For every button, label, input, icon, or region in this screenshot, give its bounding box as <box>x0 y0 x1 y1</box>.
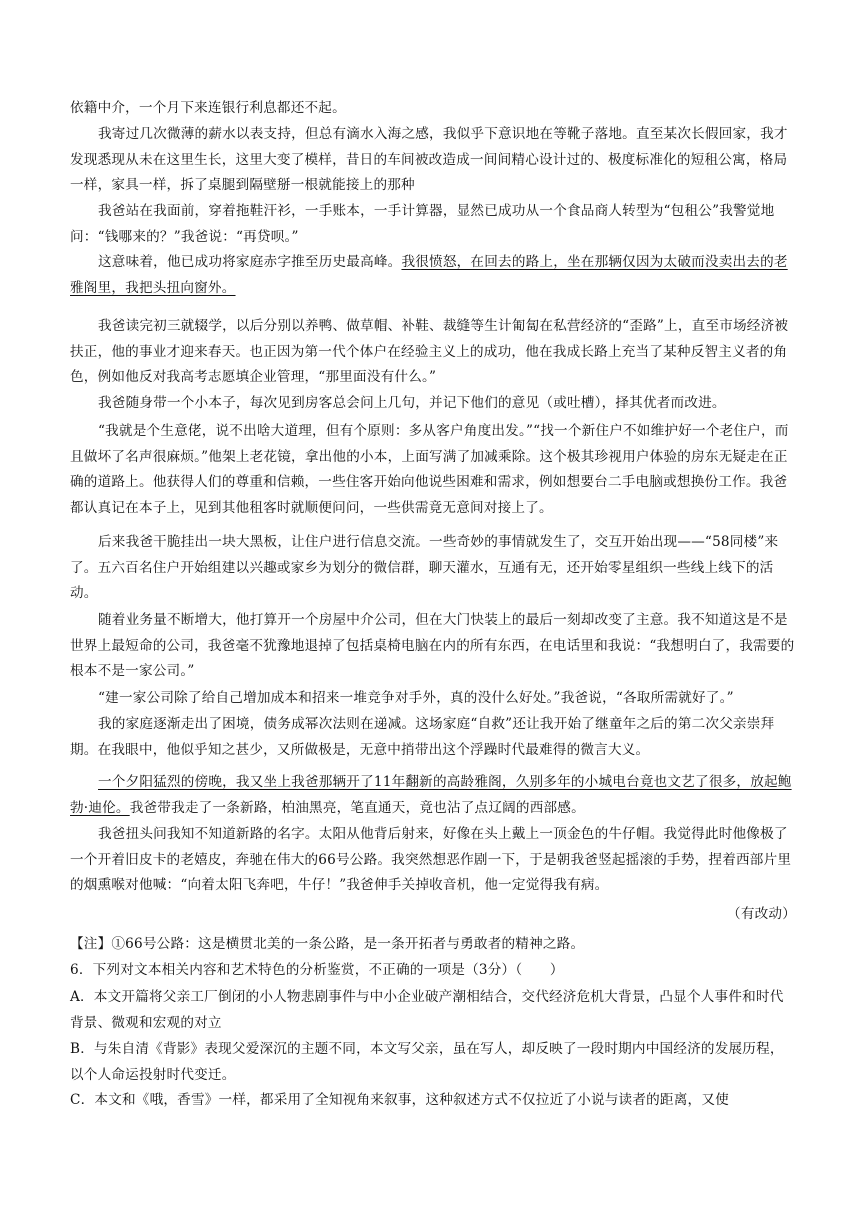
paragraph-0: 依籍中介，一个月下来连银行利息都还不起。 <box>70 100 346 116</box>
footnote: 【注】①66号公路：这是横贯北美的一条公路，是一条开拓者与勇敢者的精神之路。 <box>70 936 585 952</box>
paragraph-7: 后来我爸干脆挂出一块大黑板，让住户进行信息交流。一些奇妙的事情就发生了，交互开始出现——“58同楼”来了。五六百名住户开始组建以兴趣或家乡为划分的微信群，聊天灌水，互通有无，还开始零星组织一些线上线下的活动。 <box>70 534 779 601</box>
paragraph-6: “我就是个生意佬，说不出啥大道理，但有个原则：多从客户角度出发。”“找一个新住户不如维护好一个老住户，而且做坏了名声很麻烦。”他架上老花镜，拿出他的小本，上面写满了加减乘除。这个极其珍视用户体验的房东无疑走在正确的道路上。他获得人们的尊重和信赖，一些住客开始向他说些困难和需求，例如想要台二手电脑或想换份工作。我爸都认真记在本子上，见到其他租客时就顺便问问，一些供需竟无意间对接上了。 <box>70 423 789 516</box>
paragraph-3-text: 这意味着，他已成功将家庭赤字推至历史最高峰。 <box>98 254 402 270</box>
option-a: A．本文开篇将父亲工厂倒闭的小人物悲剧事件与中小企业破产潮相结合，交代经济危机大背景，凸显个人事件和时代背景、微观和宏观的对立 <box>70 989 784 1031</box>
paragraph-8: 随着业务量不断增大，他打算开一个房屋中介公司，但在大门快装上的最后一刻却改变了主意。我不知道这是不是世界上最短命的公司，我爸毫不犹豫地退掉了包括桌椅电脑在内的所有东西，在电话里和我说：“我想明白了，我需要的根本不是一家公司。” <box>70 612 795 679</box>
option-b: B．与朱自清《背影》表现父爱深沉的主题不同，本文写父亲，虽在写人，却反映了一段时期内中国经济的发展历程，以个人命运投射时代变迁。 <box>70 1041 784 1083</box>
paragraph-10: 我的家庭逐渐走出了困境，债务成幂次法则在递减。这场家庭“自救”还让我开始了继童年之后的第二次父亲崇拜期。在我眼中，他似乎知之甚少，又所做极是，无意中捎带出这个浮躁时代最难得的微言大义。 <box>70 716 775 758</box>
paragraph-1: 我寄过几次微薄的薪水以表支持，但总有滴水入海之感，我似乎下意识地在等靴子落地。直至某次长假回家，我才发现悉现从未在这里生长，这里大变了模样，昔日的车间被改造成一间间精心设计过的、极度标准化的短租公寓，格局一样，家具一样，拆了桌腿到隔壁掰一根就能接上的那种 <box>70 126 788 193</box>
underlined-sentence-1: 我很愤怒，在回去的路上，坐在那辆仅因为太破而没卖出去的老雅阁里，我把头扭向窗外。 <box>70 254 788 296</box>
paragraph-11 <box>70 770 796 821</box>
paragraph-11-text: 我爸带我走了一条新路，柏油黑亮，笔直通天，竟也沾了点辽阔的西部感。 <box>129 799 585 816</box>
underlined-sentence-2: 一个夕阳猛烈的傍晚，我又坐上我爸那辆开了11年翻新的高龄雅阁，久别多年的小城电台竟也文艺了很多，放起鲍勃·迪伦。 <box>70 774 792 816</box>
paragraph-12: 我爸扭头问我知不知道新路的名字。太阳从他背后射来，好像在头上戴上一顶金色的牛仔帽。我觉得此时他像极了一个开着旧皮卡的老嬉皮，奔驰在伟大的66号公路。我突然想恶作剧一下，于是朝我爸竖起摇滚的手势，捏着西部片里的烟熏喉对他喊：“向着太阳飞奔吧，牛仔！”我爸伸手关掉收音机，他一定觉得我有病。 <box>70 826 792 893</box>
paragraph-3 <box>70 250 796 301</box>
question-stem: 6．下列对文本相关内容和艺术特色的分析鉴赏，不正确的一项是（3分）（ ） <box>70 962 564 978</box>
paragraph-2: 我爸站在我面前，穿着拖鞋汗衫，一手账本，一手计算器，显然已成功从一个食品商人转型为“包租公”我警觉地问：“钱哪来的？”我爸说：“再贷呗。” <box>70 203 775 245</box>
paragraph-5: 我爸随身带一个小本子，每次见到房客总会问上几句，并记下他们的意见（或吐槽），择其优者而改进。 <box>98 395 726 411</box>
option-c: C．本文和《哦，香雪》一样，都采用了全知视角来叙事，这种叙述方式不仅拉近了小说与读者的距离，又使 <box>70 1092 729 1108</box>
paragraph-9: “建一家公司除了给自己增加成本和招来一堆竞争对手外，真的没什么好处。”我爸说，“各取所需就好了。” <box>98 690 734 706</box>
paragraph-4: 我爸读完初三就辍学，以后分别以养鸭、做草帽、补鞋、裁缝等生计匍匐在私营经济的“歪路”上，直至市场经济被扶正，他的事业才迎来春天。也正因为第一代个体户在经验主义上的成功，他在我成长路上充当了某种反智主义者的角色，例如他反对我高考志愿填企业管理，“那里面没有什么。” <box>70 318 789 385</box>
source-note: （有改动） <box>727 906 796 922</box>
